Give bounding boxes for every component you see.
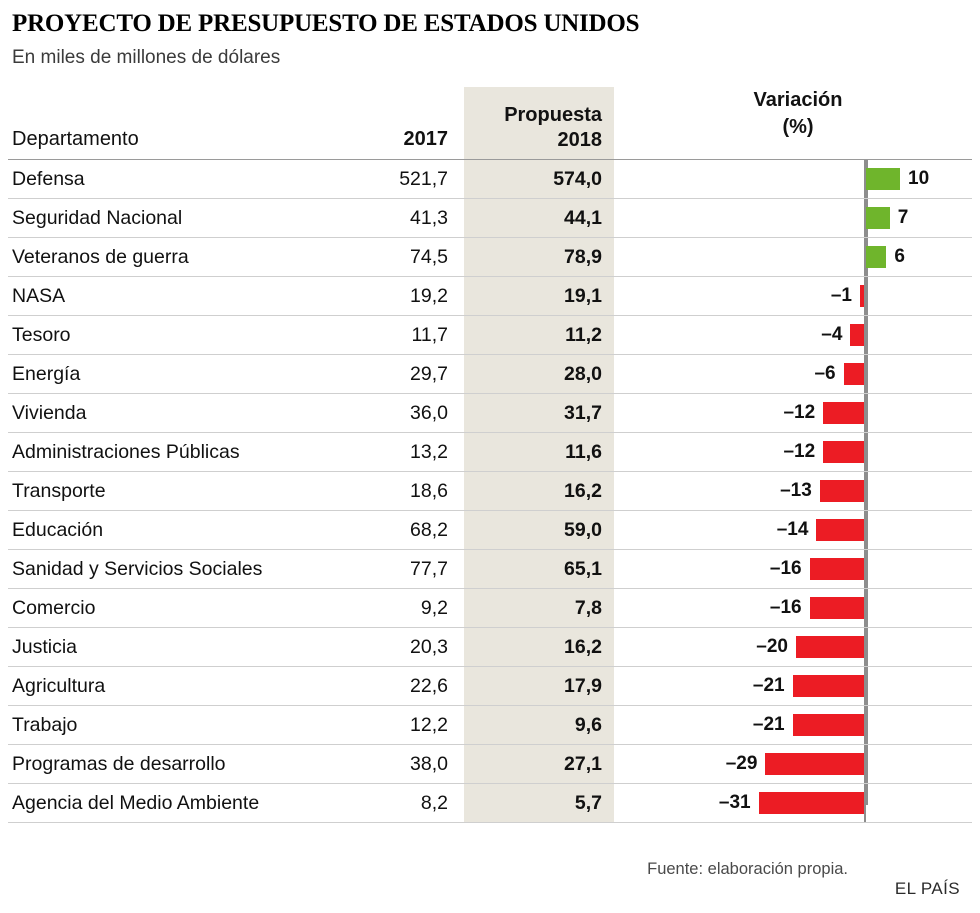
zero-line-segment — [864, 628, 866, 666]
zero-line-segment — [864, 784, 866, 822]
variation-bar-cell — [614, 238, 972, 276]
cell-department: Defensa — [12, 168, 85, 190]
variation-bar-label: –16 — [769, 597, 802, 618]
cell-value-2018: 574,0 — [553, 168, 602, 190]
cell-department: Veteranos de guerra — [12, 246, 189, 268]
cell-value-2018: 31,7 — [564, 402, 602, 424]
variation-bar-positive — [866, 168, 900, 190]
cell-value-2018: 19,1 — [564, 285, 602, 307]
cell-department: Agricultura — [12, 675, 106, 697]
table-body — [8, 159, 972, 823]
variation-bar-negative — [765, 753, 864, 775]
table-row — [8, 667, 972, 706]
column-header-proposal-line2: 2018 — [557, 129, 602, 151]
cell-value-2018: 16,2 — [564, 480, 602, 502]
cell-value-2017: 41,3 — [410, 207, 448, 229]
cell-value-2017: 20,3 — [410, 636, 448, 658]
variation-bar-label: –13 — [780, 480, 812, 501]
variation-bar-negative — [823, 441, 864, 463]
column-header-variation-line1: Variación — [753, 89, 843, 111]
cell-value-2017: 521,7 — [399, 168, 448, 190]
variation-bar-label: –20 — [756, 636, 788, 657]
variation-bar-label: –6 — [814, 363, 836, 384]
variation-bar-label: –31 — [718, 792, 751, 813]
variation-bar-label: –21 — [752, 714, 785, 735]
cell-department: Seguridad Nacional — [12, 207, 183, 229]
cell-value-2018: 27,1 — [564, 753, 602, 775]
variation-bar-negative — [793, 675, 864, 697]
cell-value-2017: 8,2 — [420, 792, 448, 814]
cell-department: Programas de desarrollo — [12, 753, 226, 775]
table-row — [8, 589, 972, 628]
variation-bar-negative — [844, 363, 864, 385]
cell-department: Comercio — [12, 597, 96, 619]
cell-value-2017: 19,2 — [410, 285, 448, 307]
cell-value-2017: 38,0 — [410, 753, 448, 775]
variation-bar-label: 6 — [894, 246, 905, 267]
page-title: PROYECTO DE PRESUPUESTO DE ESTADOS UNIDOS — [12, 10, 640, 37]
variation-bar-cell — [614, 589, 972, 627]
cell-value-2017: 13,2 — [410, 441, 448, 463]
variation-bar-negative — [816, 519, 864, 541]
table-row — [8, 199, 972, 238]
table-row — [8, 433, 972, 472]
variation-bar-negative — [759, 792, 864, 814]
brand-logo: EL PAÍS — [894, 879, 960, 898]
cell-value-2018: 7,8 — [574, 597, 602, 619]
variation-bar-label: –21 — [752, 675, 785, 696]
variation-bar-cell — [614, 550, 972, 588]
table-row — [8, 628, 972, 667]
variation-bar-cell — [614, 628, 972, 666]
variation-bar-cell — [614, 433, 972, 471]
column-header-variation — [628, 87, 968, 141]
cell-department: Administraciones Públicas — [12, 441, 240, 463]
variation-bar-cell — [614, 706, 972, 744]
source-note: Fuente: elaboración propia. — [647, 860, 848, 878]
zero-line-segment — [864, 550, 866, 588]
variation-bar-cell — [614, 667, 972, 705]
table-row — [8, 550, 972, 589]
page-subtitle: En miles de millones de dólares — [12, 47, 281, 68]
cell-value-2017: 68,2 — [410, 519, 448, 541]
cell-department: Educación — [12, 519, 104, 541]
infographic-page — [0, 10, 980, 913]
variation-bar-label: –1 — [830, 285, 852, 306]
zero-line-segment — [864, 316, 866, 354]
column-header-proposal-2018 — [464, 103, 602, 153]
footer — [0, 857, 964, 903]
cell-value-2018: 11,2 — [565, 324, 602, 346]
column-header-proposal-line1: Propuesta — [504, 104, 602, 126]
cell-department: Justicia — [12, 636, 78, 658]
table-row — [8, 316, 972, 355]
budget-table-chart — [8, 87, 972, 847]
variation-bar-label: –12 — [783, 402, 816, 423]
variation-bar-positive — [866, 207, 890, 229]
table-row — [8, 706, 972, 745]
cell-value-2018: 11,6 — [565, 441, 602, 463]
variation-bar-cell — [614, 511, 972, 549]
variation-bar-positive — [866, 246, 886, 268]
variation-bar-cell — [614, 784, 972, 822]
table-header — [8, 87, 972, 159]
cell-value-2017: 36,0 — [410, 402, 448, 424]
cell-department: Trabajo — [12, 714, 78, 736]
table-row — [8, 277, 972, 316]
column-header-2017: 2017 — [403, 128, 448, 150]
zero-line-segment — [864, 433, 866, 471]
cell-value-2017: 12,2 — [410, 714, 448, 736]
variation-bar-label: –29 — [725, 753, 758, 774]
variation-bar-negative — [796, 636, 864, 658]
table-row — [8, 745, 972, 784]
cell-value-2018: 44,1 — [564, 207, 602, 229]
cell-value-2017: 9,2 — [420, 597, 448, 619]
variation-bar-negative — [793, 714, 864, 736]
table-row — [8, 784, 972, 823]
table-row — [8, 394, 972, 433]
variation-bar-cell — [614, 160, 972, 198]
cell-value-2018: 65,1 — [564, 558, 602, 580]
variation-bar-negative — [820, 480, 864, 502]
variation-bar-label: 7 — [897, 207, 909, 228]
variation-bar-negative — [850, 324, 864, 346]
zero-line-segment — [864, 589, 866, 627]
variation-bar-cell — [614, 472, 972, 510]
cell-department: Tesoro — [12, 324, 71, 346]
cell-value-2017: 29,7 — [410, 363, 448, 385]
table-row — [8, 472, 972, 511]
cell-value-2018: 16,2 — [564, 636, 602, 658]
zero-line-segment — [864, 394, 866, 432]
variation-bar-cell — [614, 199, 972, 237]
zero-line-segment — [864, 706, 866, 744]
variation-bar-label: 10 — [908, 168, 930, 189]
column-header-department: Departamento — [12, 128, 139, 150]
cell-department: Agencia del Medio Ambiente — [12, 792, 260, 814]
cell-value-2017: 22,6 — [410, 675, 448, 697]
cell-department: Transporte — [12, 480, 106, 502]
table-row — [8, 159, 972, 199]
variation-bar-label: –14 — [776, 519, 809, 540]
cell-value-2017: 11,7 — [411, 324, 448, 346]
zero-line-segment — [864, 745, 866, 783]
variation-bar-cell — [614, 745, 972, 783]
table-row — [8, 511, 972, 550]
table-row — [8, 355, 972, 394]
cell-value-2018: 17,9 — [564, 675, 602, 697]
cell-value-2017: 77,7 — [410, 558, 448, 580]
zero-line-segment — [864, 355, 866, 393]
variation-bar-cell — [614, 355, 972, 393]
variation-bar-negative — [810, 558, 864, 580]
variation-bar-negative — [860, 285, 864, 307]
cell-department: Sanidad y Servicios Sociales — [12, 558, 263, 580]
cell-value-2018: 78,9 — [564, 246, 602, 268]
cell-department: Vivienda — [12, 402, 87, 424]
variation-bar-negative — [823, 402, 864, 424]
cell-value-2017: 18,6 — [410, 480, 448, 502]
variation-bar-cell — [614, 394, 972, 432]
cell-department: Energía — [12, 363, 81, 385]
cell-value-2018: 28,0 — [564, 363, 602, 385]
zero-line-segment — [864, 472, 866, 510]
zero-line-segment — [864, 511, 866, 549]
variation-bar-negative — [810, 597, 864, 619]
variation-bar-label: –4 — [821, 324, 843, 345]
variation-bar-cell — [614, 316, 972, 354]
zero-line-segment — [864, 667, 866, 705]
column-header-variation-line2: (%) — [782, 116, 814, 138]
variation-bar-cell — [614, 277, 972, 315]
zero-line-segment — [864, 277, 866, 315]
cell-value-2017: 74,5 — [410, 246, 448, 268]
variation-bar-label: –16 — [769, 558, 802, 579]
cell-value-2018: 59,0 — [564, 519, 602, 541]
cell-value-2018: 5,7 — [574, 792, 602, 814]
table-row — [8, 238, 972, 277]
cell-value-2018: 9,6 — [574, 714, 602, 736]
variation-bar-label: –12 — [783, 441, 816, 462]
cell-department: NASA — [12, 285, 66, 307]
